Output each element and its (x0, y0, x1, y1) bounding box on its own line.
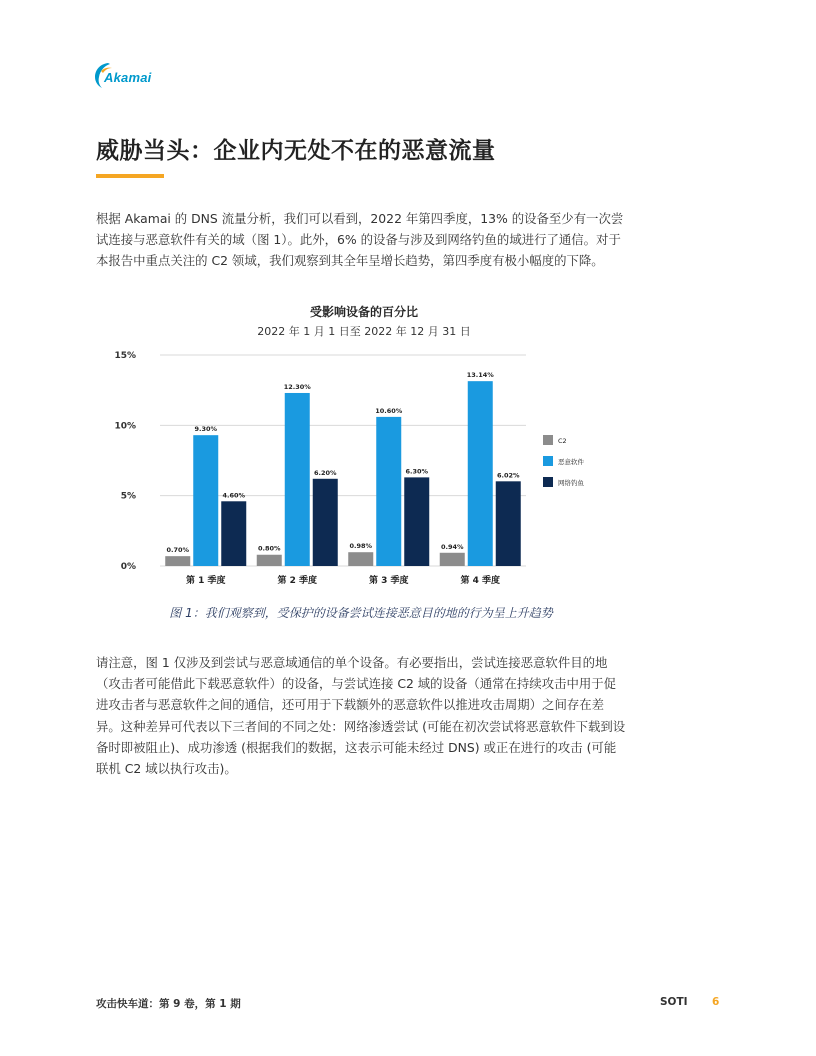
bar (285, 393, 310, 566)
footer-brand: SOTI (660, 996, 688, 1008)
bar-data-label: 0.94% (440, 542, 464, 551)
bar-data-label: 0.70% (166, 546, 190, 555)
legend-swatch (543, 477, 553, 487)
bar (440, 553, 465, 566)
legend-label: 网络钓鱼 (558, 479, 584, 487)
note-paragraph: 请注意，图 1 仅涉及到尝试与恶意域通信的单个设备。有必要指出，尝试连接恶意软件目的地（攻击者可能借此下载恶意软件）的设备，与尝试连接 C2 域的设备（通常在持续攻击中用于促进攻击者与恶意软件之间的通信，还可用于下载额外的恶意软件以推进攻击周期）之间存在差异。这种差异可代表以下三者间的不同之处：网络渗透尝试 (可能在初次尝试将恶意软件下载到设备时即被阻止)、成功渗透 (根据我们的数据，这表示可能未经过 DNS) 或正在进行的攻击 (可能联机 C2 域以执行攻击)。 (96, 655, 626, 777)
legend-label: 恶意软件 (558, 458, 584, 466)
bar-data-label: 6.20% (313, 468, 337, 477)
bar (165, 556, 190, 566)
y-tick-label: 15% (114, 351, 136, 361)
bar (193, 435, 218, 566)
chart-x-axis (186, 574, 500, 586)
bar (496, 481, 521, 566)
x-tick-label: 第 4 季度 (460, 576, 501, 586)
chart-bars (165, 381, 521, 566)
bar (257, 555, 282, 566)
bar-data-label: 6.02% (496, 471, 520, 480)
bar (376, 417, 401, 566)
chart-title: 受影响设备的百分比 (309, 305, 419, 319)
legend-swatch (543, 456, 553, 466)
intro-paragraph: 根据 Akamai 的 DNS 流量分析，我们可以看到，2022 年第四季度，13% 的设备至少有一次尝试连接与恶意软件有关的域（图 1）。此外，6% 的设备与涉及到网络钓鱼的域进行了通信。对于本报告中重点关注的 C2 领域，我们观察到其全年呈增长趋势，第四季度有极小幅度的下降。 (96, 211, 624, 269)
bar-data-label: 0.98% (349, 542, 373, 551)
bar-data-label: 6.30% (405, 467, 429, 476)
bar (468, 381, 493, 566)
bar-data-label: 13.14% (466, 371, 494, 380)
chart-data-labels (166, 371, 520, 554)
bar (221, 501, 246, 566)
figure-caption: 图 1：我们观察到，受保护的设备尝试连接恶意目的地的行为呈上升趋势 (169, 606, 553, 620)
x-tick-label: 第 1 季度 (185, 576, 226, 586)
page-title: 威胁当头：企业内无处不在的恶意流量 (96, 138, 496, 164)
y-tick-label: 5% (120, 491, 136, 502)
footer-page-number: 6 (712, 996, 720, 1008)
bar (348, 552, 373, 566)
chart-canvas (96, 298, 616, 588)
chart-legend (543, 435, 585, 487)
bar-data-label: 0.80% (257, 544, 281, 553)
bar-data-label: 4.60% (222, 491, 246, 500)
bar-data-label: 10.60% (375, 406, 403, 415)
title-underline (96, 174, 164, 178)
affected-devices-chart (96, 298, 616, 588)
x-tick-label: 第 3 季度 (368, 576, 409, 586)
bar-data-label: 12.30% (283, 382, 311, 391)
legend-label: C2 (558, 437, 567, 445)
legend-swatch (543, 435, 553, 445)
bar (404, 477, 429, 566)
y-tick-label: 10% (114, 421, 136, 432)
bar (313, 479, 338, 566)
akamai-logo (94, 60, 164, 90)
chart-y-axis (114, 351, 136, 572)
y-tick-label: 0% (120, 562, 136, 572)
x-tick-label: 第 2 季度 (277, 576, 318, 586)
footer-publication: 攻击快车道：第 9 卷，第 1 期 (96, 998, 241, 1010)
bar-data-label: 9.30% (194, 425, 218, 434)
chart-subtitle: 2022 年 1 月 1 日至 2022 年 12 月 31 日 (257, 325, 471, 338)
logo-wordmark: Akamai (104, 70, 152, 85)
